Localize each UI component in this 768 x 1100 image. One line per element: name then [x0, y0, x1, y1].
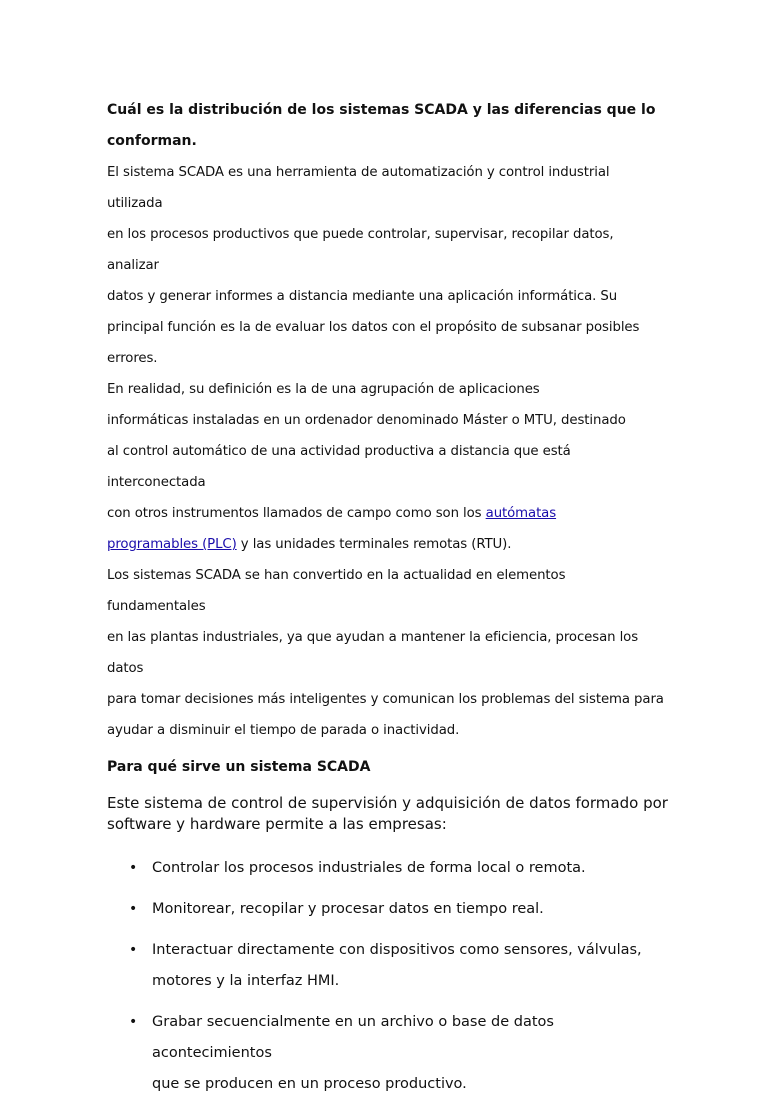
- list-item: [129, 935, 668, 997]
- text-line: Este sistema de control de supervisión y adquisición de datos formado por: [107, 794, 668, 812]
- text-line: errores.: [107, 351, 158, 366]
- list-item: [129, 1007, 668, 1100]
- lead-paragraph: [107, 793, 668, 835]
- uses-list: [107, 853, 668, 1100]
- list-item-text: que se producen en un proceso productivo.: [152, 1076, 467, 1092]
- section-title-line: conforman.: [107, 133, 197, 149]
- text-line: con otros instrumentos llamados de campo como son los: [107, 506, 486, 521]
- text-line: El sistema SCADA es una herramienta de automatización y control industrial utilizada: [107, 165, 610, 211]
- paragraph-definition: [107, 157, 668, 374]
- subsection-title: Para qué sirve un sistema SCADA: [107, 759, 371, 775]
- list-item: [129, 853, 668, 884]
- text-line: al control automático de una actividad productiva a distancia que está interconectada: [107, 444, 571, 490]
- bullet-icon: •: [129, 901, 138, 917]
- section-title: [107, 95, 668, 157]
- text-line: principal función es la de evaluar los datos con el propósito de subsanar posibles: [107, 320, 640, 335]
- bullet-icon: •: [129, 942, 138, 958]
- list-item-text: Controlar los procesos industriales de forma local o remota.: [152, 860, 586, 876]
- list-item: [129, 894, 668, 925]
- text-line: y las unidades terminales remotas (RTU).: [236, 537, 512, 552]
- list-item-text: motores y la interfaz HMI.: [152, 973, 340, 989]
- list-item-text: Monitorear, recopilar y procesar datos en tiempo real.: [152, 901, 544, 917]
- list-item-text: Grabar secuencialmente en un archivo o base de datos acontecimientos: [152, 1014, 554, 1061]
- plc-link-text: programables (PLC): [107, 537, 237, 552]
- section-title-line: Cuál es la distribución de los sistemas SCADA y las diferencias que lo: [107, 102, 656, 118]
- text-line: datos y generar informes a distancia mediante una aplicación informática. Su: [107, 289, 618, 304]
- list-item-text: Interactuar directamente con dispositivos como sensores, válvulas,: [152, 942, 642, 958]
- text-line: para tomar decisiones más inteligentes y comunican los problemas del sistema para: [107, 692, 664, 707]
- text-line: informáticas instaladas en un ordenador denominado Máster o MTU, destinado: [107, 413, 626, 428]
- plc-link-text: autómatas: [485, 506, 557, 521]
- text-line: En realidad, su definición es la de una agrupación de aplicaciones: [107, 382, 540, 397]
- bullet-icon: •: [129, 860, 138, 876]
- text-line: software y hardware permite a las empresas:: [107, 815, 447, 833]
- text-line: en los procesos productivos que puede controlar, supervisar, recopilar datos, analizar: [107, 227, 614, 273]
- text-line: en las plantas industriales, ya que ayudan a mantener la eficiencia, procesan los datos: [107, 630, 639, 676]
- text-line: ayudar a disminuir el tiempo de parada o inactividad.: [107, 723, 460, 738]
- bullet-icon: •: [129, 1014, 138, 1030]
- text-line: Los sistemas SCADA se han convertido en la actualidad en elementos fundamentales: [107, 568, 566, 614]
- paragraph-applications: [107, 374, 668, 560]
- paragraph-importance: [107, 560, 668, 746]
